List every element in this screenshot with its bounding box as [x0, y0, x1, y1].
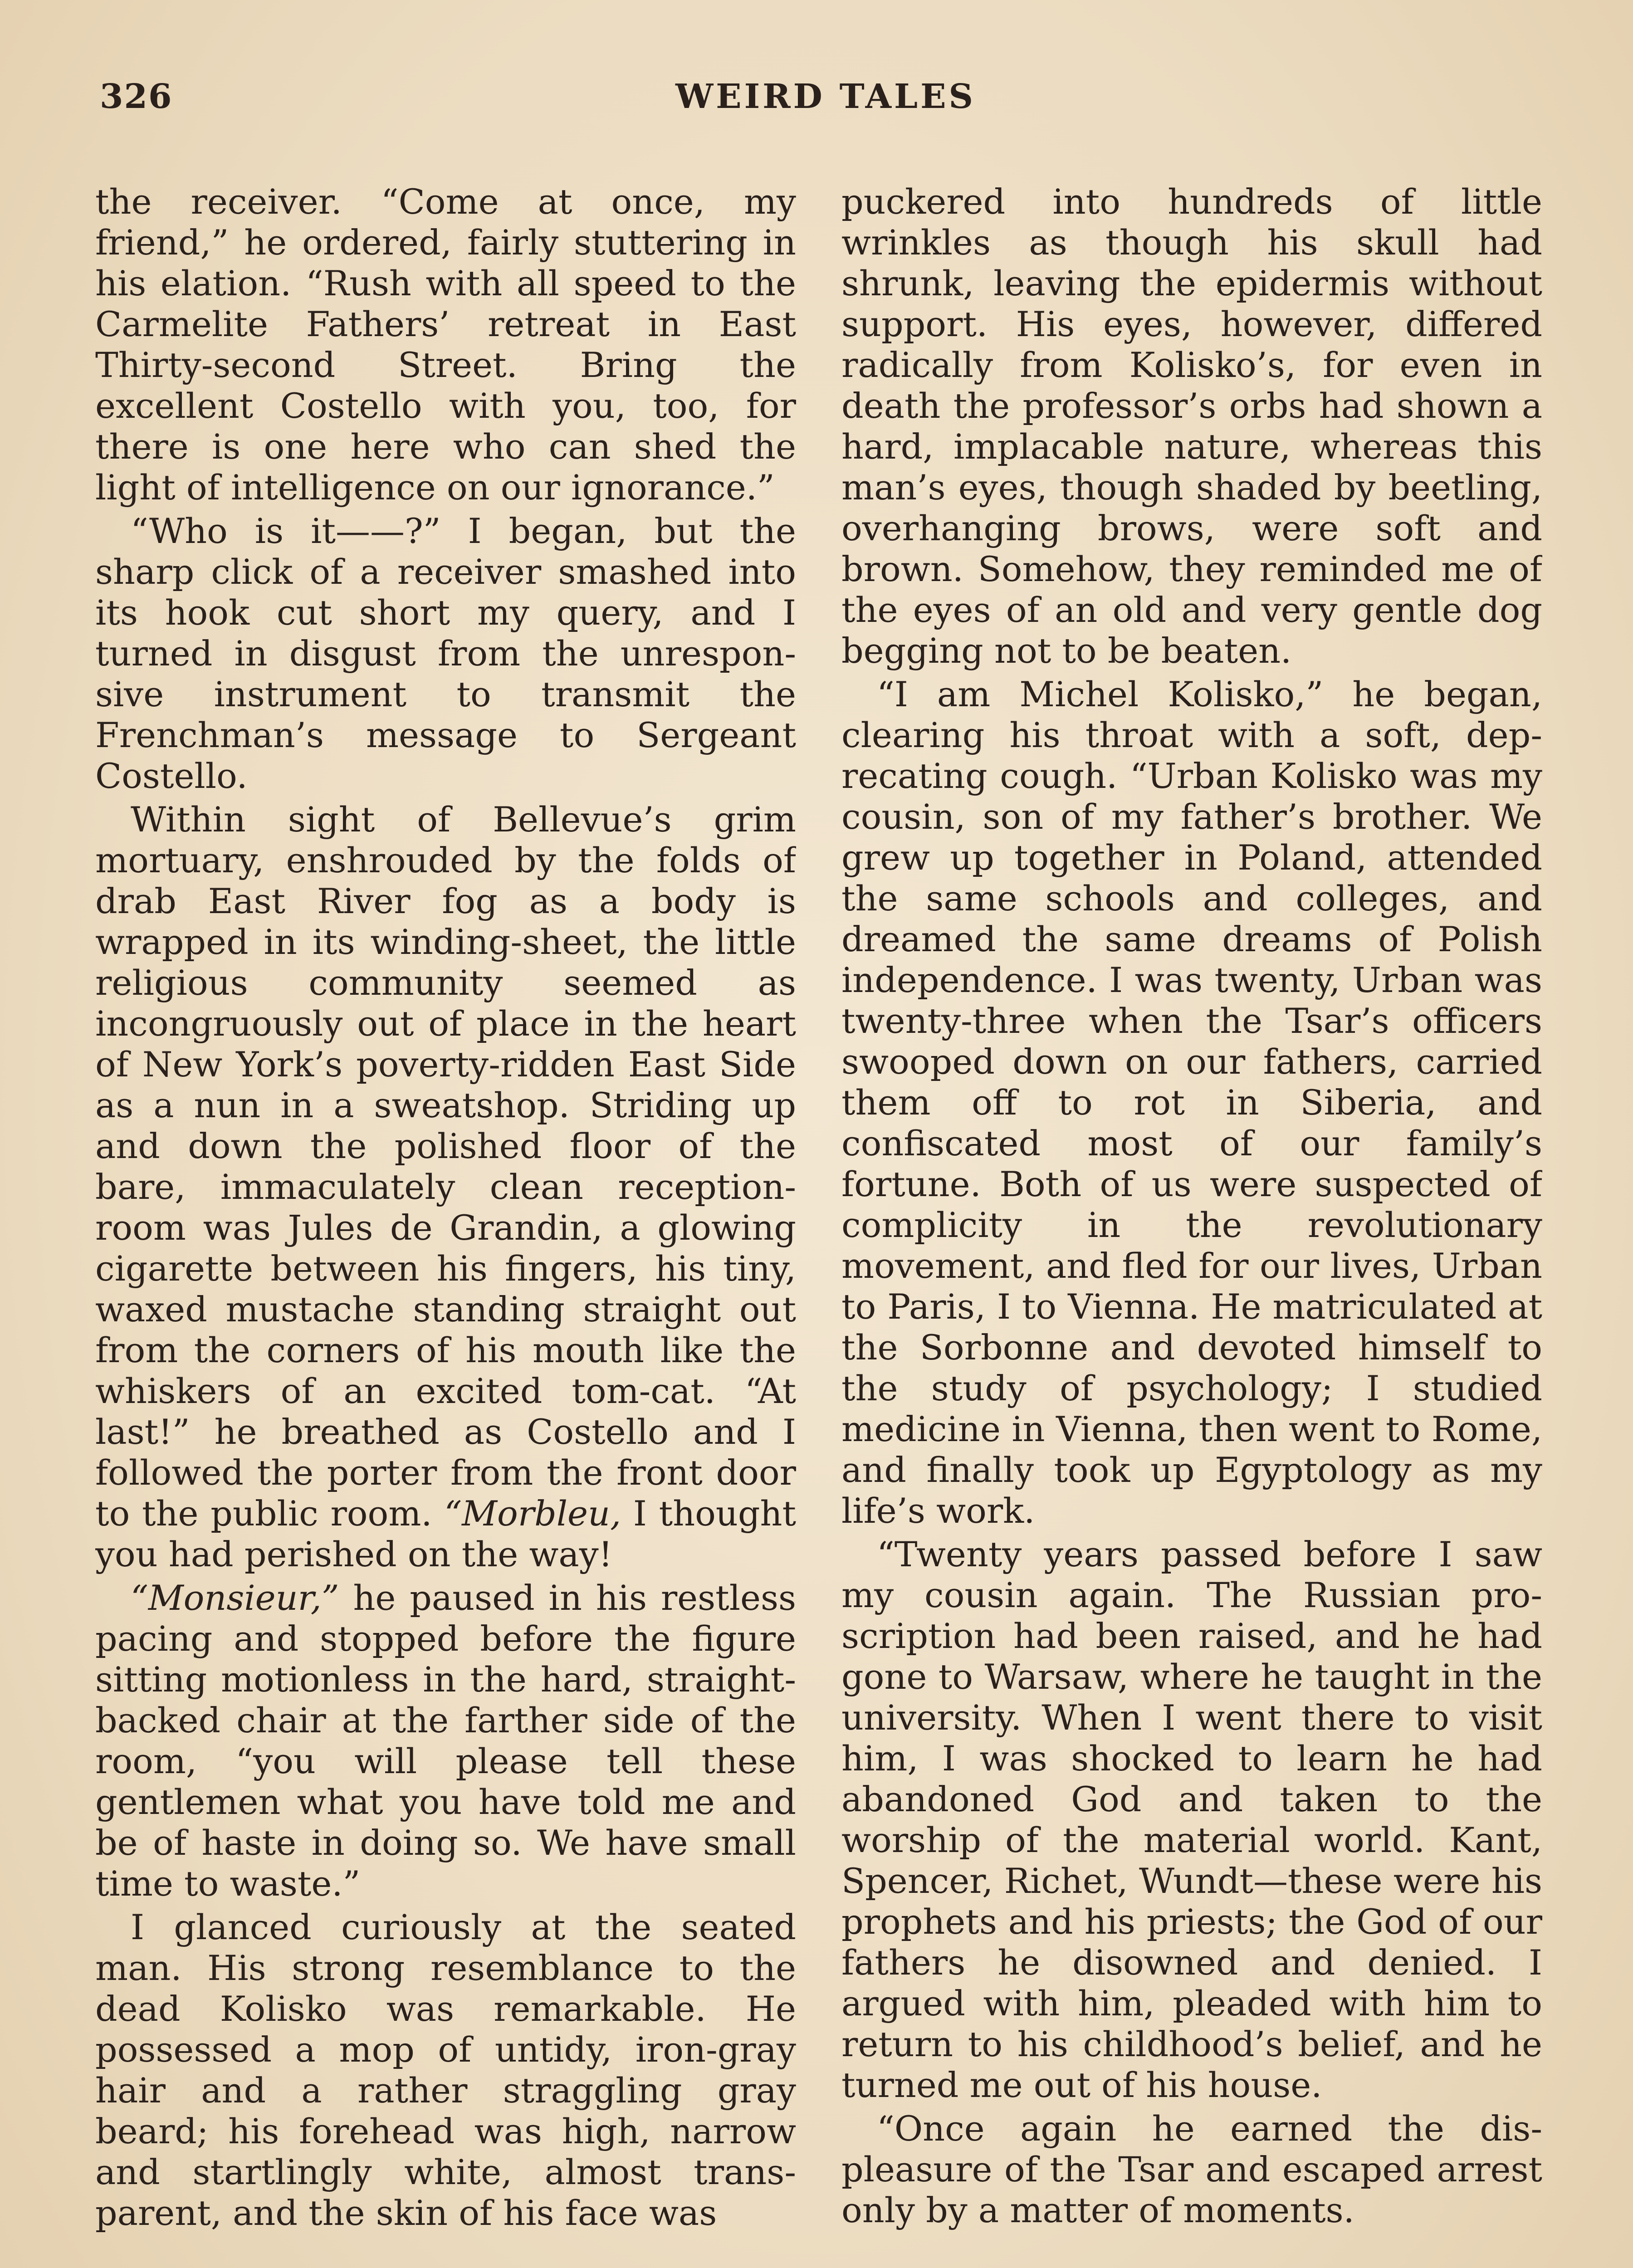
paragraph: “Who is it——?” I began, but the sharp click of a receiver smashed into its hook cut short my query, and I turned in disgust from the unresponsive instrument to transmit the Frenchman’s message to Sergeant Costello. [95, 511, 796, 796]
running-title: WEIRD TALES [675, 77, 976, 116]
paragraph [95, 1578, 796, 1904]
paragraph: puckered into hundreds of little wrinkles as though his skull had shrunk, leaving the epidermis without support. His eyes, however, differed radically from Kolisko’s, for even in death the professor’s orbs had shown a hard, implacable nature, whereas this man’s eyes, though shaded by beetling, overhanging brows, were soft and brown. Somehow, they reminded me of the eyes of an old and very gentle dog begging not to be beaten. [841, 181, 1542, 671]
paragraph: “Once again he earned the displeasure of the Tsar and escaped arrest only by a matter of moments. [841, 2108, 1542, 2230]
italic-word: “Monsieur,” [131, 1578, 339, 1618]
page-number: 326 [100, 77, 173, 116]
italic-word: “Morbleu, [444, 1493, 621, 1534]
paragraph: “Twenty years passed before I saw my cousin again. The Russian proscription had been raised, and he had gone to Warsaw, where he taught in the university. When I went there to visit him, I was shocked to learn he had abandoned God and taken to the worship of the material world. Kant, Spencer, Richet, Wundt—these were his prophets and his priests; the God of our fathers he disowned and denied. I argued with him, pleaded with him to return to his childhood’s belief, and he turned me out of his house. [841, 1534, 1542, 2105]
paragraph [95, 799, 796, 1575]
paragraph: the receiver. “Come at once, my friend,” he ordered, fairly stuttering in his elation. “Rush with all speed to the Carmelite Fathers’ retreat in East Thirty-second Street. Bring the excellent Costello with you, too, for there is one here who can shed the light of intelligence on our ignorance.” [95, 181, 796, 508]
left-column [95, 181, 796, 2268]
right-column [841, 181, 1542, 2268]
paragraph-text: I thought you had perished on the way! [95, 1493, 796, 1574]
page-header [100, 77, 1551, 132]
paragraph-text: Within sight of Bellevue’s grim mortuary, enshrouded by the folds of drab East River fog as a body is wrapped in its winding-sheet, the little religious community seemed as incongruously out of place in the heart of New York’s poverty-ridden East Side as a nun in a sweatshop. Striding up and down the polished floor of the bare, immaculately clean reception-room was Jules de Grandin, a glowing cigarette between his fingers, his tiny, waxed mustache standing straight out from the corners of his mouth like the whiskers of an excited tom-cat. “At last!” he breathed as Costello and I followed the porter from the front door to the public room. [95, 799, 796, 1534]
paragraph: “I am Michel Kolisko,” he began, clearing his throat with a soft, deprecating cough. “Urban Kolisko was my cousin, son of my father’s brother. We grew up together in Poland, attended the same schools and colleges, and dreamed the same dreams of Polish independence. I was twenty, Urban was twenty-three when the Tsar’s officers swooped down on our fathers, carried them off to rot in Siberia, and confiscated most of our family’s fortune. Both of us were suspected of complicity in the revolutionary movement, and fled for our lives, Urban to Paris, I to Vienna. He matriculated at the Sorbonne and devoted himself to the study of psychology; I studied medicine in Vienna, then went to Rome, and finally took up Egyptology as my life’s work. [841, 674, 1542, 1531]
paragraph: I glanced curiously at the seated man. His strong resemblance to the dead Kolisko was remarkable. He possessed a mop of untidy, iron-gray hair and a rather straggling gray beard; his forehead was high, narrow and startlingly white, almost transparent, and the skin of his face was [95, 1907, 796, 2233]
paragraph-text: he paused in his restless pacing and stopped before the figure sitting motionless in the hard, straight-backed chair at the farther side of the room, “you will please tell these gentlemen what you have told me and be of haste in doing so. We have small time to waste.” [95, 1578, 796, 1904]
